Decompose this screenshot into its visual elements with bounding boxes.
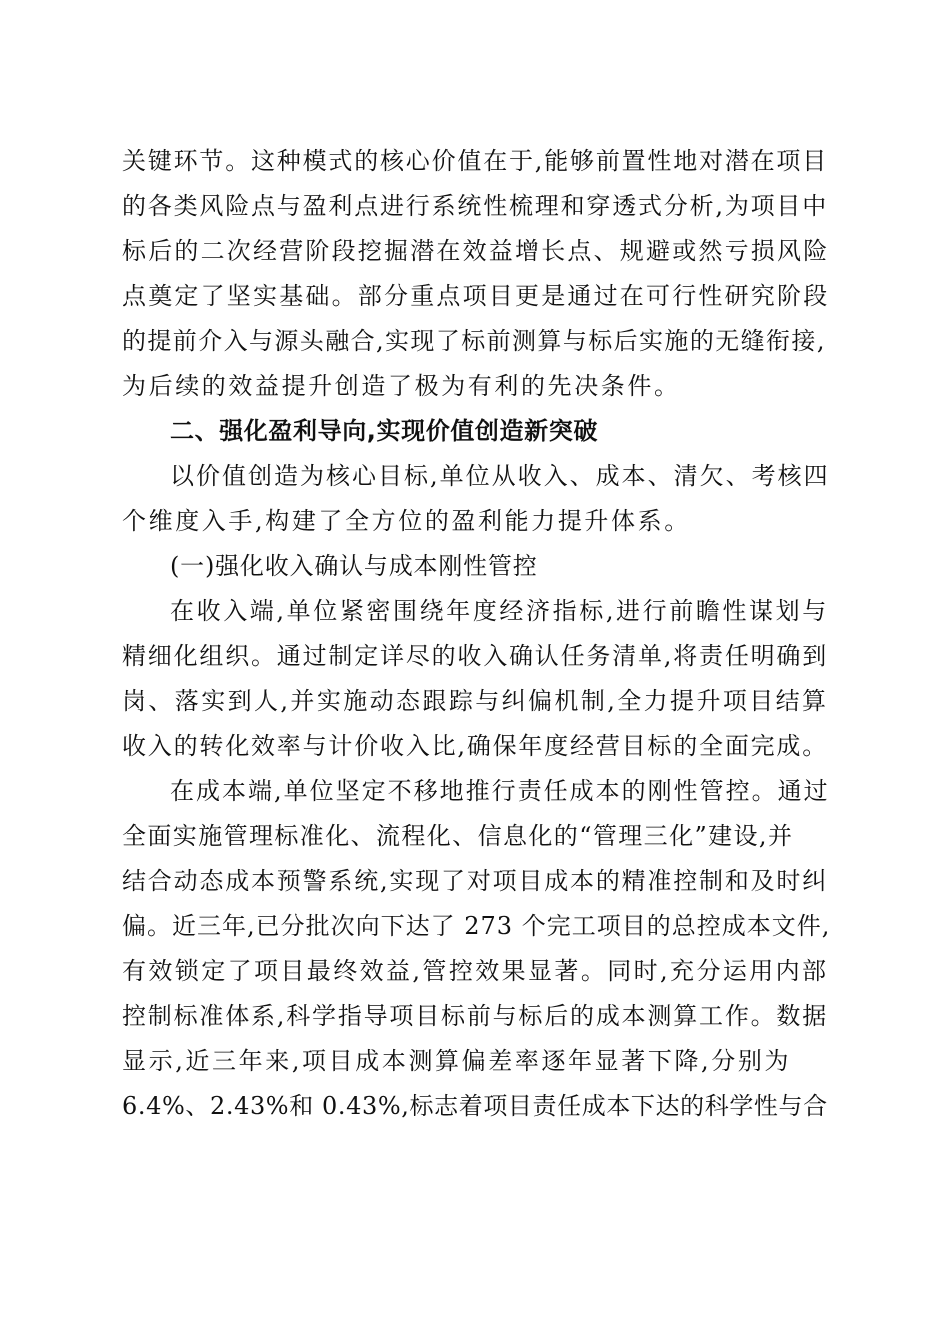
subsection-heading: (一)强化收入确认与成本刚性管控: [170, 552, 538, 580]
paragraph-line: 的各类风险点与盈利点进行系统性梳理和穿透式分析,为项目中: [122, 192, 829, 220]
paragraph-line: 在收入端,单位紧密围绕年度经济指标,进行前瞻性谋划与: [170, 597, 829, 625]
paragraph-line: 岗、落实到人,并实施动态跟踪与纠偏机制,全力提升项目结算: [122, 687, 829, 715]
paragraph-line: 为后续的效益提升创造了极为有利的先决条件。: [122, 372, 681, 400]
paragraph-line: 在成本端,单位坚定不移地推行责任成本的刚性管控。通过: [170, 777, 830, 805]
paragraph-line: 显示,近三年来,项目成本测算偏差率逐年显著下降,分别为: [122, 1047, 792, 1075]
paragraph-line: 偏。近三年,已分批次向下达了 273 个完工项目的总控成本文件,: [122, 912, 831, 940]
section-heading: 二、强化盈利导向,实现价值创造新突破: [170, 417, 598, 445]
paragraph-line: 的提前介入与源头融合,实现了标前测算与标后实施的无缝衔接,: [122, 327, 826, 355]
paragraph-line: 6.4%、2.43%和 0.43%,标志着项目责任成本下达的科学性与合: [122, 1092, 828, 1120]
paragraph-line: 收入的转化效率与计价收入比,确保年度经营目标的全面完成。: [122, 732, 829, 760]
paragraph-line: 以价值创造为核心目标,单位从收入、成本、清欠、考核四: [170, 462, 830, 490]
paragraph-line: 关键环节。这种模式的核心价值在于,能够前置性地对潜在项目: [122, 147, 829, 175]
paragraph-line: 控制标准体系,科学指导项目标前与标后的成本测算工作。数据: [122, 1002, 829, 1030]
paragraph-line: 点奠定了坚实基础。部分重点项目更是通过在可行性研究阶段: [122, 282, 830, 310]
paragraph-line: 全面实施管理标准化、流程化、信息化的“管理三化”建设,并: [122, 822, 794, 850]
paragraph-line: 有效锁定了项目最终效益,管控效果显著。同时,充分运用内部: [122, 957, 829, 985]
paragraph-line: 个维度入手,构建了全方位的盈利能力提升体系。: [122, 507, 691, 535]
paragraph-line: 精细化组织。通过制定详尽的收入确认任务清单,将责任明确到: [122, 642, 829, 670]
paragraph-line: 结合动态成本预警系统,实现了对项目成本的精准控制和及时纠: [122, 867, 829, 895]
paragraph-line: 标后的二次经营阶段挖掘潜在效益增长点、规避或然亏损风险: [122, 237, 830, 265]
